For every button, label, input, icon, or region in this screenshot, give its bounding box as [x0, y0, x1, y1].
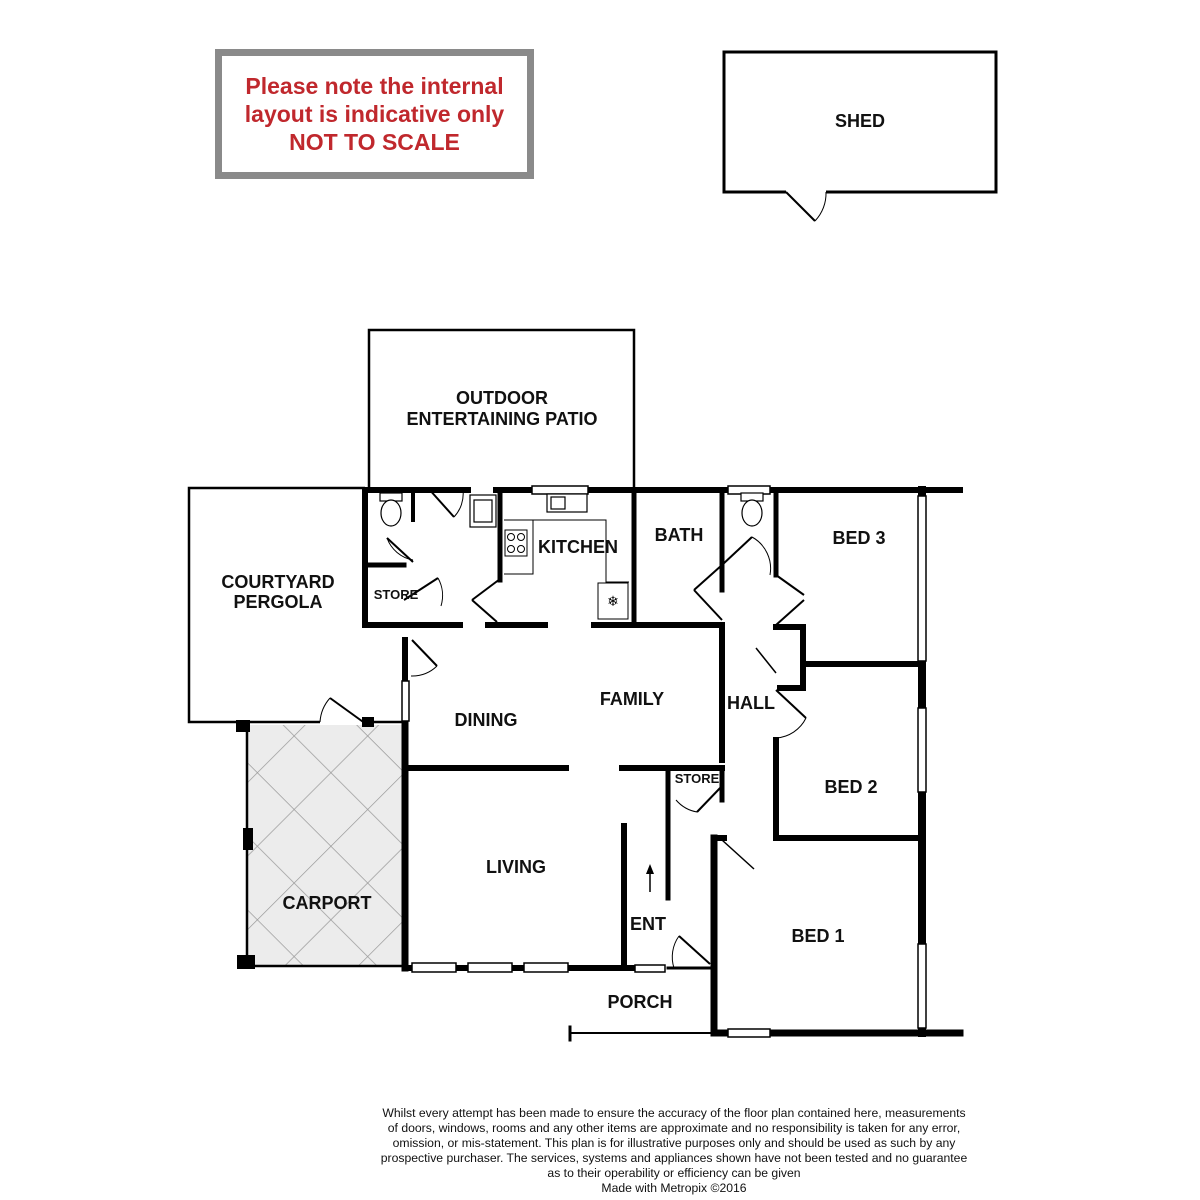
kitchen-sink-icon [547, 494, 587, 512]
svg-text:❄: ❄ [607, 594, 619, 610]
room-label-shed: SHED [834, 111, 886, 131]
room-label-bed2: BED 2 [824, 777, 878, 797]
room-label-dining: DINING [454, 710, 518, 730]
shed-door [786, 192, 815, 221]
toilet-icon [380, 493, 402, 526]
entry-arrow-icon [646, 864, 654, 892]
laundry-sink-icon [470, 495, 496, 527]
room-label-living: LIVING [485, 857, 547, 877]
room-label-outdoor-2: ENTERTAINING PATIO [406, 409, 598, 429]
room-label-kitchen: KITCHEN [538, 537, 618, 557]
house-walls [365, 490, 960, 1040]
carport-hatch [247, 725, 404, 965]
room-label-outdoor-1: OUTDOOR [456, 388, 548, 408]
made-with-credit: Made with Metropix ©2016 [601, 1181, 747, 1195]
disclaimer-line-1: Whilst every attempt has been made to ensure the accuracy of the floor plan contained here, measurements [382, 1106, 966, 1120]
room-label-bed3: BED 3 [832, 528, 886, 548]
room-label-store-entry: STORE [674, 771, 720, 786]
room-label-store-laundry: STORE [373, 587, 419, 602]
fridge-icon [598, 583, 628, 619]
room-label-bath: BATH [654, 525, 704, 545]
doors [387, 488, 806, 968]
toilet-icon-bath [741, 493, 763, 526]
disclaimer-line-2: of doors, windows, rooms and any other items are approximate and no responsibility is taken for any error, [387, 1121, 961, 1135]
notice-line-3: NOT TO SCALE [289, 129, 460, 155]
room-label-courtyard-1: COURTYARD [221, 572, 335, 592]
windows [402, 486, 926, 1037]
room-label-carport: CARPORT [282, 893, 372, 913]
room-label-ent: ENT [630, 914, 666, 934]
pergola-gate [330, 698, 366, 724]
notice-line-2: layout is indicative only [244, 101, 505, 127]
shed [724, 52, 996, 221]
room-label-family: FAMILY [599, 689, 665, 709]
disclaimer-line-4: prospective purchaser. The services, systems and appliances shown have not been tested and no guarantee [380, 1151, 968, 1165]
room-label-porch: PORCH [607, 992, 673, 1012]
room-label-courtyard-2: PERGOLA [233, 592, 323, 612]
disclaimer-text [340, 1106, 1008, 1196]
disclaimer-line-3: omission, or mis-statement. This plan is for illustrative purposes only and should be used as such by any [392, 1136, 956, 1150]
room-label-hall: HALL [727, 693, 775, 713]
room-label-bed1: BED 1 [791, 926, 845, 946]
disclaimer-line-5: as to their operability or efficiency can be given [547, 1166, 801, 1180]
cooktop-icon [505, 530, 527, 556]
notice-line-1: Please note the internal [245, 73, 504, 99]
